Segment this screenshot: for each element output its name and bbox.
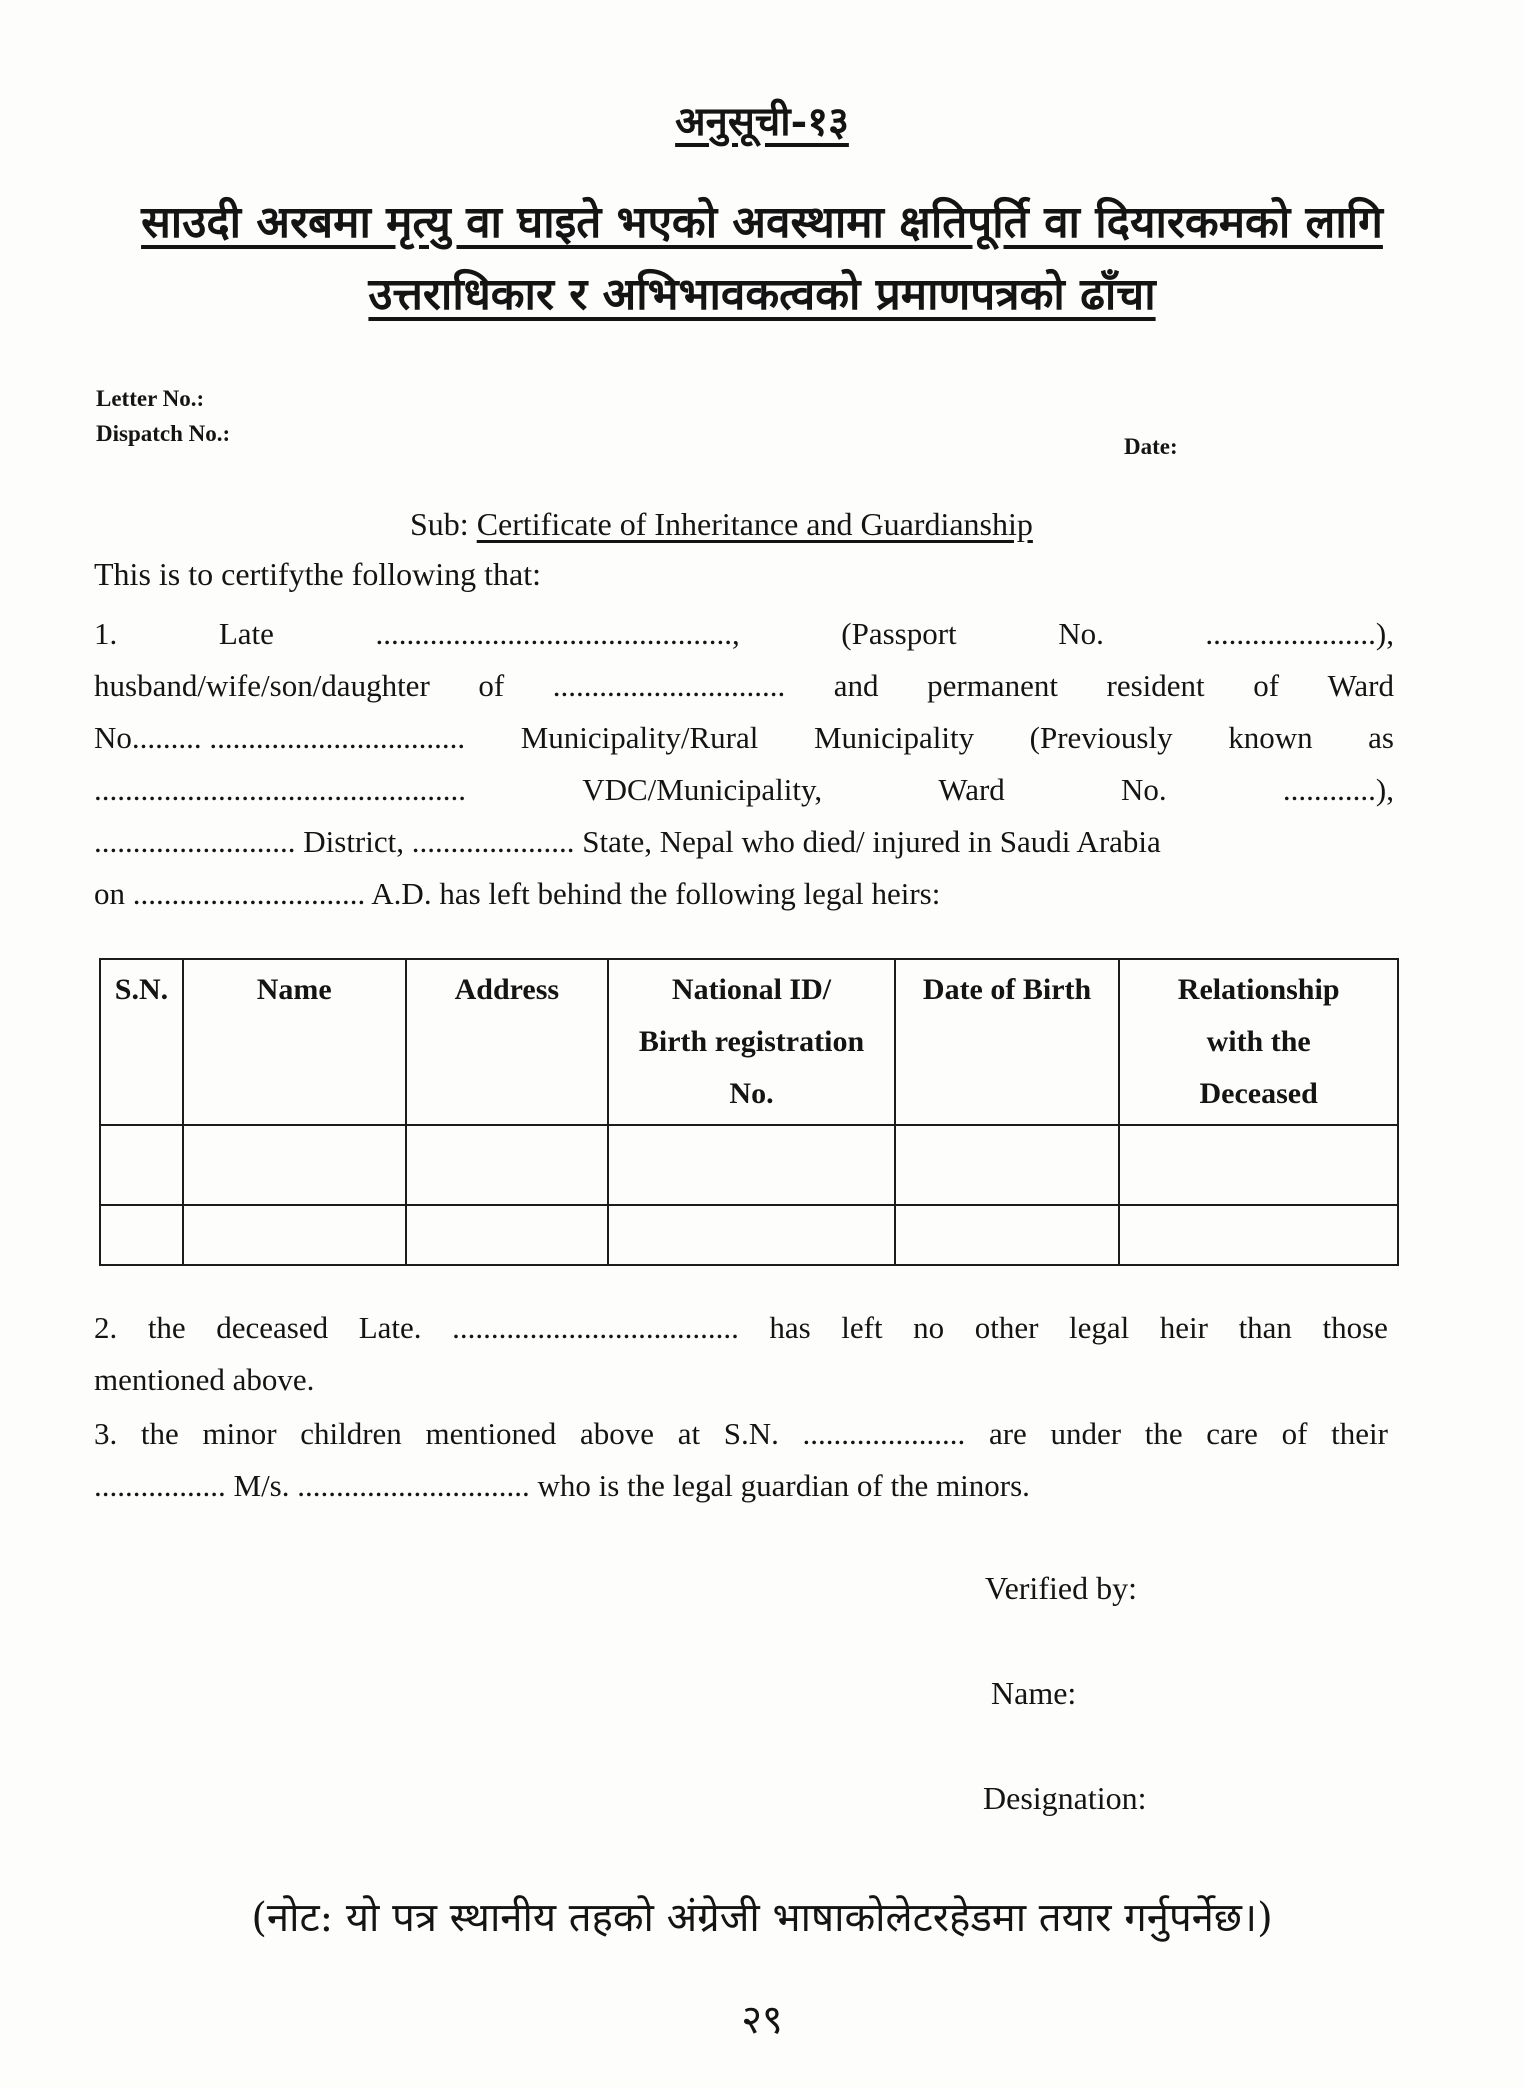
clause-1-line: husband/wife/son/daughter of .............................. and permanent resident of Ward xyxy=(94,668,1394,703)
table-row xyxy=(100,1125,1398,1205)
clause-3-line: ................. M/s. .............................. who is the legal guardian of the minors. xyxy=(94,1468,1030,1503)
column-header-address: Address xyxy=(406,959,609,1125)
table-cell xyxy=(100,1125,183,1205)
table-cell xyxy=(1119,1125,1398,1205)
clause-1-line: 1. Late .............................................., (Passport No. ......................), xyxy=(94,616,1394,651)
dispatch-no-label: Dispatch No.: xyxy=(96,421,231,446)
form-title-line1: साउदी अरबमा मृत्यु वा घाइते भएको अवस्थामा क्षतिपूर्ति वा दियारकमको लागि xyxy=(141,197,1383,248)
clause-1-line: ................................................ VDC/Municipality, Ward No. ............), xyxy=(94,772,1394,807)
verifier-name-label: Name: xyxy=(991,1675,1077,1711)
table-cell xyxy=(895,1125,1120,1205)
column-header-date-of-birth: Date of Birth xyxy=(895,959,1120,1125)
table-cell xyxy=(100,1205,183,1265)
table-row xyxy=(100,1205,1398,1265)
clause-2-line: 2. the deceased Late. ..................................... has left no other legal heir than those xyxy=(94,1310,1388,1345)
date-label: Date: xyxy=(1124,434,1178,459)
footer-note: (नोट: यो पत्र स्थानीय तहको अंग्रेजी भाषाकोलेटरहेडमा तयार गर्नुपर्नेछ।) xyxy=(251,1895,1273,1941)
intro-text: This is to certifythe following that: xyxy=(94,556,542,592)
subject-prefix: Sub: xyxy=(410,506,477,542)
column-header-name: Name xyxy=(183,959,406,1125)
legal-heirs-table xyxy=(99,958,1399,1266)
table-cell xyxy=(183,1125,406,1205)
table-cell xyxy=(608,1205,895,1265)
table-cell xyxy=(608,1125,895,1205)
table-header-row xyxy=(100,959,1398,1125)
column-header-national-id: National ID/ Birth registration No. xyxy=(608,959,895,1125)
table-cell xyxy=(183,1205,406,1265)
form-title-line2: उत्तराधिकार र अभिभावकत्वको प्रमाणपत्रको ढाँचा xyxy=(368,269,1156,320)
clause-2 xyxy=(94,1302,1388,1406)
table-cell xyxy=(406,1125,609,1205)
page-number: २९ xyxy=(741,1997,783,2043)
letter-no-label: Letter No.: xyxy=(96,386,205,411)
table-cell xyxy=(895,1205,1120,1265)
clause-3 xyxy=(94,1408,1388,1512)
table-cell xyxy=(1119,1205,1398,1265)
clause-1-line: .......................... District, ..................... State, Nepal who died/ injured in Saudi Arabia xyxy=(94,824,1161,859)
table-cell xyxy=(406,1205,609,1265)
subject-text: Certificate of Inheritance and Guardianship xyxy=(476,506,1033,542)
schedule-heading: अनुसूची-१३ xyxy=(675,98,849,145)
column-header-sn: S.N. xyxy=(100,959,183,1125)
clause-1-line: No......... ................................. Municipality/Rural Municipality (Previously known as xyxy=(94,720,1394,755)
clause-1 xyxy=(94,608,1394,920)
designation-label: Designation: xyxy=(983,1780,1147,1816)
clause-1-line: on .............................. A.D. has left behind the following legal heirs: xyxy=(94,876,941,911)
subject-line xyxy=(410,506,1033,543)
verified-by-label: Verified by: xyxy=(985,1570,1137,1606)
column-header-relationship: Relationship with the Deceased xyxy=(1119,959,1398,1125)
clause-2-line: mentioned above. xyxy=(94,1362,315,1397)
clause-3-line: 3. the minor children mentioned above at S.N. ..................... are under the care of their xyxy=(94,1416,1388,1451)
